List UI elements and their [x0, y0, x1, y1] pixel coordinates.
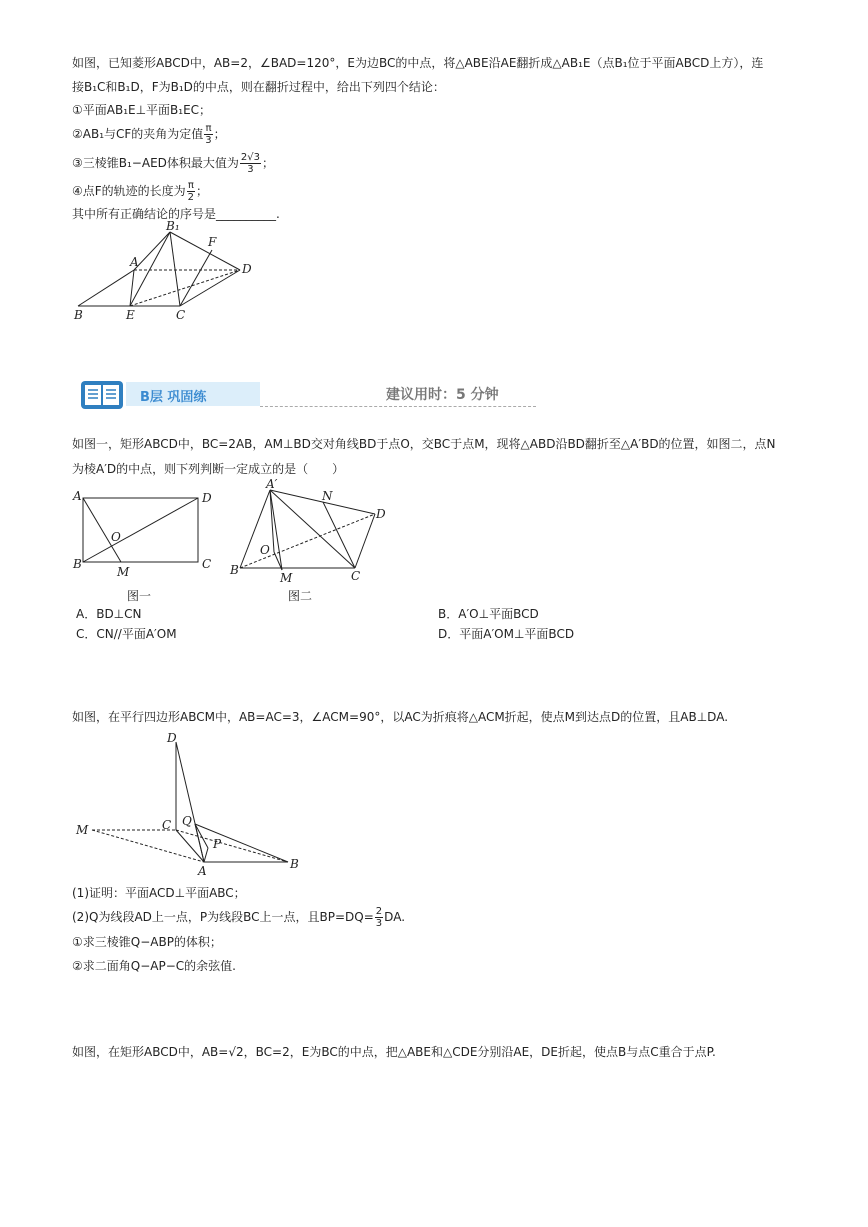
- q1-label-F: F: [208, 235, 217, 249]
- q2-option-a[interactable]: A．BD⊥CN: [76, 607, 142, 621]
- q2f1-diagonal-BD: [83, 498, 198, 562]
- q2-caption-1: 图一: [127, 589, 152, 603]
- q3-edge-MA: [92, 830, 204, 862]
- q1-c2-text: ②AB₁与CF的夹角为定值: [72, 127, 204, 141]
- q1-conclusion-2: ②AB₁与CF的夹角为定值 $\frac{\pi}{3}$ ；: [72, 123, 226, 146]
- q2-caption-2: 图二: [288, 589, 313, 603]
- q3-edge-CB: [176, 830, 288, 862]
- q3-label-B: B: [290, 857, 299, 871]
- q3-part2b: ②求二面角Q−AP−C的余弦值.: [72, 959, 236, 973]
- q1-intro-line1: 如图，已知菱形ABCD中，AB=2，∠BAD=120°，E为边BC的中点，将△ABE沿AE翻折成△AB₁E（点B₁位于平面ABCD上方），连: [72, 56, 764, 70]
- q2f1-label-O: O: [111, 530, 121, 544]
- q3-label-P: P: [213, 837, 222, 851]
- q1-figure: [70, 220, 270, 330]
- q2f2-edge-AC: [270, 490, 355, 568]
- q2f2-label-B: B: [230, 563, 239, 577]
- q3-edge-PA: [204, 848, 208, 862]
- q2f2-edge-AO: [270, 490, 274, 552]
- q2f1-label-A: A: [73, 489, 82, 503]
- q1-edge-B1-D: [170, 232, 240, 270]
- banner-time: 建议用时：5 分钟: [386, 387, 499, 403]
- q1-label-D: D: [242, 262, 252, 276]
- q3-part2: (2)Q为线段AD上一点，P为线段BC上一点，且BP=DQ= $\frac{2}{3}$ DA.: [72, 906, 406, 929]
- q1-edge-C-F: [180, 250, 212, 306]
- q2f1-label-D: D: [202, 491, 212, 505]
- q3-line1: 如图，在平行四边形ABCM中，AB=AC=3，∠ACM=90°，以AC为折痕将△ACM折起，使点M到达点D的位置，且AB⊥DA.: [72, 710, 729, 724]
- q1-conclusion-4: ④点F的轨迹的长度为 $\frac{\pi}{2}$ ；: [72, 180, 209, 203]
- q4-line1: [72, 1045, 716, 1059]
- q3-label-A: A: [198, 864, 207, 878]
- banner-divider: [260, 406, 536, 407]
- q3-label-Q: Q: [182, 814, 192, 828]
- book-icon: [80, 378, 124, 412]
- q2f2-edge-AM: [270, 490, 282, 570]
- q2f2-label-D: D: [376, 507, 386, 521]
- q3-part2a: ①求三棱锥Q−ABP的体积；: [72, 935, 222, 949]
- q3-figure: [70, 730, 310, 880]
- q3-edge-QB: [195, 824, 288, 862]
- q1-label-B1: B₁: [166, 219, 180, 233]
- q2f2-edge-CN: [323, 502, 355, 568]
- q3-part1: (1)证明：平面ACD⊥平面ABC；: [72, 886, 246, 900]
- q1-edge-B-A: [78, 270, 134, 306]
- q1-label-C: C: [176, 308, 186, 322]
- q3-label-D: D: [167, 731, 177, 745]
- q2-line1: 如图一，矩形ABCD中，BC=2AB，AM⊥BD交对角线BD于点O，交BC于点M，现将△ABD沿BD翻折至△A′BD的位置，如图二，点N: [72, 437, 776, 451]
- q1-c3-text: ③三棱锥B₁−AED体积最大值为: [72, 156, 239, 170]
- q1-c4-text: ④点F的轨迹的长度为: [72, 184, 186, 198]
- q1-conclusion-1: ①平面AB₁E⊥平面B₁EC；: [72, 103, 212, 117]
- q4-text-pre: 如图，在矩形ABCD中，AB=: [72, 1045, 229, 1059]
- q1-c4-fraction: $\frac{\pi}{2}$: [187, 180, 195, 203]
- banner-label: B层 巩固练: [140, 390, 207, 405]
- q1-label-A: A: [130, 255, 139, 269]
- q1-edge-C-D: [180, 270, 240, 306]
- q1-c2-fraction: $\frac{\pi}{3}$: [205, 123, 212, 146]
- q3-p2-text: (2)Q为线段AD上一点，P为线段BC上一点，且BP=DQ=: [72, 910, 374, 924]
- q1-label-E: E: [126, 308, 135, 322]
- q4-sqrt: √2: [228, 1045, 244, 1059]
- section-banner: [80, 378, 540, 414]
- q2-option-c[interactable]: C．CN//平面A′OM: [76, 627, 177, 641]
- q2-option-b[interactable]: B．A′O⊥平面BCD: [438, 607, 539, 621]
- q1-edge-B1-C: [170, 232, 180, 306]
- q2f2-label-A: A′: [266, 477, 278, 491]
- q2f2-label-O: O: [260, 543, 270, 557]
- q1-ask: 其中所有正确结论的序号是__________.: [72, 207, 280, 221]
- q3-label-M: M: [76, 823, 89, 837]
- q3-p2-fraction: $\frac{2}{3}$: [375, 906, 383, 929]
- q2-line2: 为棱A′D的中点，则下列判断一定成立的是（ ）: [72, 462, 345, 476]
- q1-intro-line2: 接B₁C和B₁D，F为B₁D的中点，则在翻折过程中，给出下列四个结论：: [72, 80, 445, 94]
- q1-c3-fraction: $\frac{2√3}{3}$: [240, 152, 260, 175]
- q3-label-C: C: [162, 818, 172, 832]
- q2f2-edge-BD: [240, 514, 375, 568]
- q2f1-label-B: B: [73, 557, 82, 571]
- q2-option-d[interactable]: D．平面A′OM⊥平面BCD: [438, 627, 575, 641]
- q2f2-edge-CD: [355, 514, 375, 568]
- q2f2-label-N: N: [322, 489, 333, 503]
- q4-text-post: ，BC=2，E为BC的中点，把△ABE和△CDE分别沿AE，DE折起，使点B与点C重合于点P.: [243, 1045, 716, 1059]
- q1-label-B: B: [74, 308, 83, 322]
- q2-figure-1: [70, 488, 220, 603]
- q1-conclusion-3: ③三棱锥B₁−AED体积最大值为 $\frac{2√3}{3}$ ；: [72, 152, 275, 175]
- q2f2-label-M: M: [280, 571, 293, 585]
- q2f1-label-M: M: [117, 565, 130, 579]
- q2f2-label-C: C: [351, 569, 361, 583]
- q2f1-label-C: C: [202, 557, 212, 571]
- q2-figure-2: [230, 478, 400, 603]
